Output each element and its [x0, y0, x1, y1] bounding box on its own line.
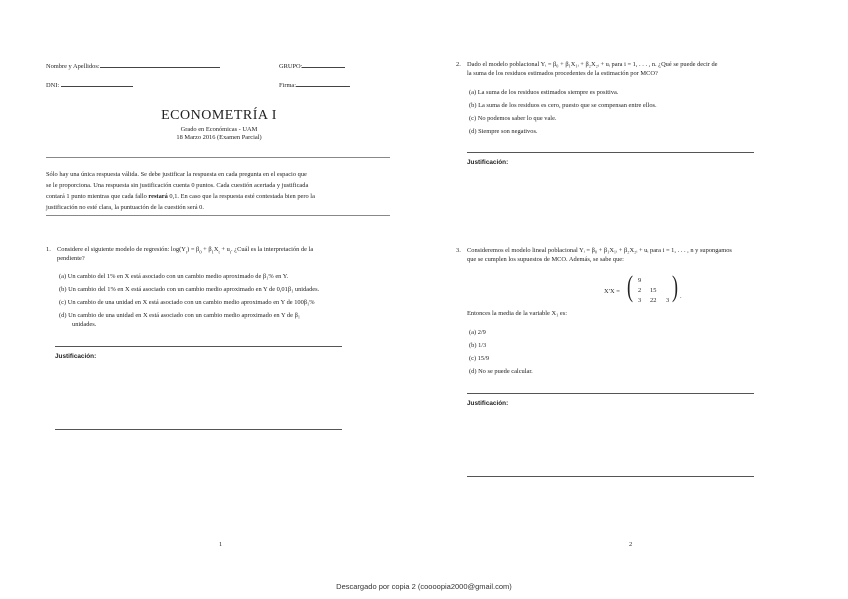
- group-field[interactable]: [279, 61, 345, 71]
- q3-justification-label: Justificación:: [467, 400, 509, 407]
- signature-label: Firma:: [279, 82, 297, 89]
- q1-option-c[interactable]: (c) Un cambio de una unidad en X está asociado con un cambio medio aproximado en Y de 100β₁%: [59, 299, 315, 306]
- q2-text-line-2: la suma de los residuos estimados procedentes de la estimación por MCO?: [467, 70, 658, 77]
- q2-option-a[interactable]: (a) La suma de los residuos estimados siempre es positiva.: [469, 89, 619, 96]
- q3-number: 3.: [456, 247, 461, 254]
- instructions-line-3: contará 1 punto mientras que cada fallo restará 0,1. En caso que la respuesta esté contestada bien pero la: [46, 193, 315, 200]
- divider-bottom: [46, 215, 390, 216]
- q3-question: Entonces la media de la variable X₁ es:: [467, 310, 568, 317]
- matrix-cell: 9: [638, 277, 642, 284]
- q3-option-b[interactable]: (b) 1/3: [469, 342, 487, 349]
- group-label: GRUPO:: [279, 63, 303, 70]
- matrix-cell: 15: [650, 287, 657, 294]
- q1-justification-label: Justificación:: [55, 353, 97, 360]
- exam-title: ECONOMETRÍA I: [161, 108, 277, 123]
- q3-option-c[interactable]: (c) 15/9: [469, 355, 490, 362]
- q2-option-d[interactable]: (d) Siempre son negativos.: [469, 128, 538, 135]
- matrix-label: X′X =: [604, 288, 620, 295]
- instructions-line-1: Sólo hay una única respuesta válida. Se debe justificar la respuesta en cada pregunta en el espacio que: [46, 171, 307, 178]
- page-number-2: 2: [629, 541, 633, 548]
- matrix-cell: 3: [638, 297, 642, 304]
- q1-divider: [55, 346, 342, 347]
- q2-number: 2.: [456, 61, 461, 68]
- matrix-cell: 22: [650, 297, 657, 304]
- q1-option-b[interactable]: (b) Un cambio del 1% en X está asociado con un cambio medio aproximado en Y de 0,01β₁ unidades.: [59, 286, 320, 293]
- name-label: Nombre y Apellidos:: [46, 63, 100, 70]
- q1-text-line-2: pendiente?: [57, 255, 85, 262]
- exam-page-2: [424, 0, 848, 599]
- matrix-period: .: [680, 293, 682, 300]
- q1-option-d-cont: unidades.: [72, 321, 97, 328]
- q2-text-line-1: Dado el modelo poblacional Yᵢ = β₀ + β₁X₁ᵢ + β₂X₂ᵢ + uᵢ para i = 1, . . . , n. ¿Qué se puede decir de: [467, 61, 718, 68]
- matrix-cell: 2: [638, 287, 642, 294]
- instructions-line-2: se le proporciona. Una respuesta sin justificación cuenta 0 puntos. Cada cuestión acertada y justificada: [46, 182, 309, 189]
- dni-field[interactable]: [46, 80, 133, 90]
- exam-subtitle: Grado en Económicas - UAM: [180, 126, 258, 133]
- matrix-cell: 3: [666, 297, 670, 304]
- q1-option-d[interactable]: (d) Un cambio de una unidad en X está asociado con un cambio medio aproximado en Y de β₁: [59, 312, 301, 319]
- divider-top: [46, 157, 390, 158]
- download-footer: Descargado por copia 2 (coooopia2000@gmail.com): [336, 582, 512, 591]
- q2-option-c[interactable]: (c) No podemos saber lo que vale.: [469, 115, 557, 122]
- matrix-right-paren: ): [672, 270, 678, 303]
- dni-line: [61, 80, 133, 87]
- q2-divider: [467, 152, 754, 153]
- group-line: [302, 61, 345, 68]
- signature-field[interactable]: [279, 80, 350, 90]
- q3-justification-line[interactable]: [467, 476, 754, 477]
- q3-text-line-2: que se cumplen los supuestos de MCO. Además, se sabe que:: [467, 256, 624, 263]
- matrix-left-paren: (: [627, 270, 633, 303]
- page-number-1: 1: [219, 541, 223, 548]
- q1-number: 1.: [46, 246, 51, 253]
- q1-option-a[interactable]: (a) Un cambio del 1% en X está asociado con un cambio medio aproximado de β₁% en Y.: [59, 273, 289, 280]
- name-line: [100, 61, 220, 68]
- q3-text-line-1: Consideremos el modelo lineal poblacional Yᵢ = β₀ + β₁X₁ᵢ + β₂X₂ᵢ + uᵢ para i = 1, . . . , n y supongamos: [467, 247, 732, 254]
- q2-option-b[interactable]: (b) La suma de los residuos es cero, puesto que se compensan entre ellos.: [469, 102, 657, 109]
- q3-option-d[interactable]: (d) No se puede calcular.: [469, 368, 533, 375]
- restara-bold: restará: [148, 193, 168, 200]
- instructions-line-4: justificación no esté clara, la puntuación de la cuestión será 0.: [46, 204, 204, 211]
- q1-justification-line[interactable]: [55, 429, 342, 430]
- name-field[interactable]: [46, 61, 220, 71]
- q1-text-line-1: Considere el siguiente modelo de regresión: $\log(Y_t) = \beta_0 + \beta_1X_t + u_t$. ¿Cuál es la interpretación de la: [57, 246, 314, 255]
- exam-date: 18 Marzo 2016 (Examen Parcial): [176, 134, 262, 141]
- signature-line: [296, 80, 350, 87]
- dni-label: DNI:: [46, 82, 60, 89]
- q3-option-a[interactable]: (a) 2/9: [469, 329, 486, 336]
- q3-divider: [467, 393, 754, 394]
- q2-justification-label: Justificación:: [467, 159, 509, 166]
